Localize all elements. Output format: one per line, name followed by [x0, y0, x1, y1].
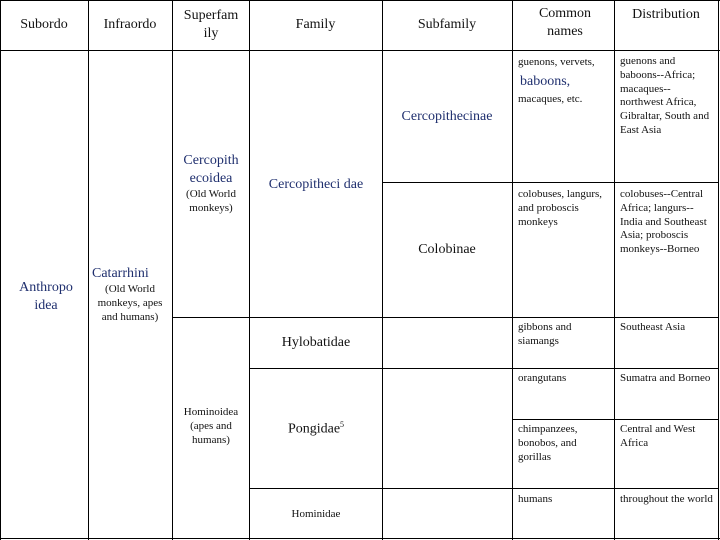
distribution-humans: throughout the world	[620, 493, 713, 505]
family-cercopithecidae: Cercopitheci dae	[268, 177, 364, 192]
subfamily-colobinae: Colobinae	[418, 242, 476, 257]
family-hominidae: Hominidae	[291, 508, 341, 520]
header-superfamily: Superfam ily	[183, 8, 239, 41]
header-distribution: Distribution	[632, 7, 700, 22]
family-pongidae	[252, 420, 380, 438]
distribution-hylobatidae: Southeast Asia	[620, 321, 686, 333]
superfamily-cercopithecoidea-note: (Old World monkeys)	[186, 188, 236, 214]
distribution-colobinae: colobuses--Central Africa; langurs-- India and Southeast Asia; proboscis monkeys--Borneo	[620, 188, 707, 255]
header-infraorder: Infraordo	[103, 17, 157, 32]
family-hylobatidae: Hylobatidae	[281, 335, 351, 350]
common-names-cercopithecinae-1: guenons, vervets,	[518, 56, 595, 68]
common-names-colobinae: colobuses, langurs, and proboscis monkeys	[518, 188, 603, 228]
common-names-cercopithecinae-3: macaques, etc.	[518, 93, 583, 106]
header-subfamily: Subfamily	[417, 17, 477, 32]
infraorder-name: Catarrhini	[92, 266, 149, 281]
footnote-marker: 5	[340, 420, 345, 429]
superfamily-hominoidea: Hominoidea (apes and humans)	[183, 406, 239, 446]
common-names-cercopithecinae-2: baboons,	[520, 73, 571, 89]
common-names-orangutans: orangutans	[518, 372, 567, 384]
family-pongidae-label: Pongidae	[287, 421, 341, 437]
header-family: Family	[295, 17, 336, 32]
distribution-orangutans: Sumatra and Borneo	[620, 372, 711, 384]
distribution-african-apes: Central and West Africa	[620, 423, 696, 449]
common-names-cercopithecinae	[518, 56, 612, 107]
common-names-african-apes: chimpanzees, bonobos, and gorillas	[518, 423, 578, 463]
distribution-cercopithecinae: guenons and baboons--Africa; macaques--northwest Africa, Gibraltar, South and East Asia	[620, 55, 710, 136]
superfamily-cercopithecoidea: Cercopith ecoidea	[183, 153, 239, 186]
header-common-names: Common names	[538, 6, 592, 39]
infraorder-note: (Old World monkeys, apes and humans)	[97, 283, 163, 323]
subfamily-cercopithecinae: Cercopithecinae	[401, 109, 493, 124]
common-names-hylobatidae: gibbons and siamangs	[518, 321, 572, 347]
suborder-name: Anthropo idea	[19, 280, 73, 313]
header-suborder: Subordo	[20, 17, 68, 32]
common-names-humans: humans	[518, 493, 553, 505]
